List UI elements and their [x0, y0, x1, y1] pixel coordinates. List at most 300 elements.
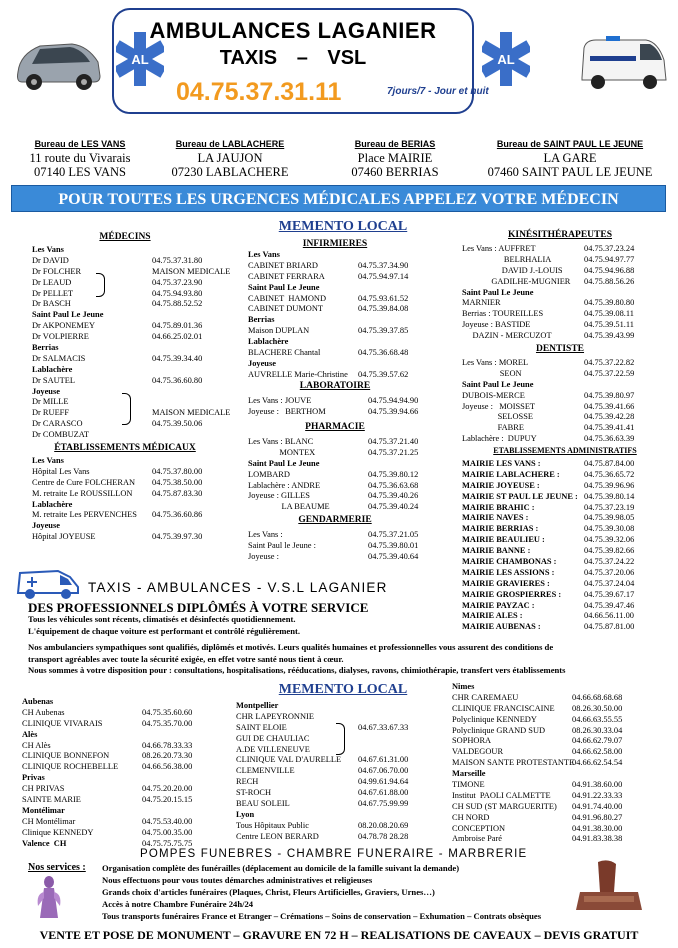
- entry-phone[interactable]: 04.75.39.57.62: [358, 369, 409, 379]
- service-item: Organisation complète des funérailles (déplacement au domicile de la famille suivant la demande): [102, 863, 460, 873]
- entry-phone[interactable]: 04.75.37.24.04: [584, 578, 635, 588]
- entry-name: Privas: [22, 773, 45, 783]
- entry-phone[interactable]: 04.75.89.01.36: [152, 321, 203, 331]
- list-item: [32, 299, 242, 310]
- entry-phone[interactable]: 04.75.38.50.00: [152, 477, 203, 487]
- laboratoire-title: LABORATOIRE: [299, 381, 371, 391]
- list-item: [248, 459, 438, 470]
- list-item: [248, 283, 438, 294]
- list-item: [32, 343, 242, 354]
- office-title: Bureau de LABLACHERE: [175, 139, 285, 149]
- etablissements-title: ÉTABLISSEMENTS MÉDICAUX: [54, 443, 196, 453]
- entry-name: Lablachère : DUPUY: [462, 434, 537, 444]
- entry-phone[interactable]: 04.75.87.81.00: [584, 622, 635, 632]
- entry-phone[interactable]: 04.75.37.31.80: [152, 255, 203, 265]
- entry-name: Valence CH: [22, 838, 67, 848]
- medecins-title: MÉDECINS: [99, 232, 151, 242]
- list-item: [248, 502, 438, 513]
- entry-name: Lyon: [236, 809, 255, 819]
- entry-name: Saint Paul Le Jeune: [462, 287, 534, 297]
- list-item: [236, 832, 446, 843]
- gendarmerie-list: [248, 530, 438, 563]
- entry-phone[interactable]: 04.75.37.21.25: [368, 447, 419, 457]
- entry-phone[interactable]: 04.75.36.60.80: [152, 375, 203, 385]
- entry-phone[interactable]: 04.75.39.67.17: [584, 589, 635, 599]
- list-item: [462, 402, 672, 413]
- entry-phone[interactable]: 04.75.87.84.00: [584, 459, 635, 468]
- list-item: [236, 821, 446, 832]
- entry-phone[interactable]: 04.75.39.80.01: [368, 540, 419, 550]
- list-item: [462, 277, 672, 288]
- office-line1: 11 route du Vivarais: [29, 151, 131, 165]
- list-item: [452, 715, 662, 726]
- list-item: [452, 780, 662, 791]
- list-item: [248, 481, 438, 492]
- para-line: transport agréables avec toute la sécurité exigée, en effet votre santé nous tient à cœur.: [28, 653, 344, 664]
- entry-phone[interactable]: 04.75.00.35.00: [142, 827, 193, 837]
- list-item: [462, 369, 672, 380]
- entry-name: MAIRIE JOYEUSE :: [462, 480, 540, 490]
- company-subtitle: TAXIS – VSL: [219, 47, 367, 69]
- list-item: [32, 408, 242, 419]
- entry-name: Alès: [22, 729, 38, 739]
- entry-name: Hôpital JOYEUSE: [32, 532, 96, 542]
- entry-name: Dr MILLE: [32, 397, 69, 407]
- entry-phone[interactable]: 04.75.39.80.97: [584, 390, 635, 400]
- list-item: [452, 802, 662, 813]
- list-item: [22, 697, 232, 708]
- kine-list: [462, 244, 672, 342]
- entry-name: M. retraite Les PERVENCHES: [32, 510, 137, 520]
- entry-phone[interactable]: 04.66.56.11.00: [584, 611, 634, 621]
- list-item: [462, 309, 672, 320]
- entry-name: MAIRIE BRAHIC :: [462, 502, 535, 512]
- list-item: [32, 310, 242, 321]
- main-phone[interactable]: 04.75.37.31.11: [176, 78, 342, 106]
- entry-name: Les Vans : BLANC: [248, 437, 314, 446]
- entry-phone[interactable]: MAISON MEDICALE: [152, 266, 231, 276]
- entry-name: LA BEAUME: [248, 502, 330, 512]
- entry-phone[interactable]: 08.20.08.20.69: [358, 820, 409, 830]
- entry-phone[interactable]: 08.26.20.73.30: [142, 751, 193, 761]
- entry-name: Lablachère: [32, 499, 73, 509]
- entry-name: MAIRIE BEAULIEU :: [462, 535, 545, 545]
- entry-phone[interactable]: 04.66.56.38.00: [142, 762, 193, 772]
- list-item: [462, 524, 672, 535]
- entry-name: DAZIN - MERCUZOT: [462, 331, 552, 341]
- entry-phone[interactable]: 04.75.37.23.19: [584, 502, 635, 512]
- entry-phone[interactable]: 04.75.39.98.05: [584, 513, 635, 523]
- entry-phone[interactable]: 04.75.39.30.08: [584, 524, 635, 534]
- entry-phone[interactable]: 04.75.37.20.06: [584, 567, 635, 577]
- list-item: [452, 834, 662, 845]
- entry-phone[interactable]: 04.66.62.58.00: [572, 747, 623, 757]
- entry-phone[interactable]: 04.75.39.84.08: [358, 304, 409, 314]
- list-item: [462, 601, 672, 612]
- entry-phone[interactable]: 04.75.39.50.06: [152, 419, 203, 429]
- list-item: [462, 546, 672, 557]
- professionals-title: DES PROFESSIONNELS DIPLÔMÉS À VOTRE SERVICE: [28, 600, 369, 615]
- entry-phone[interactable]: 04.66.78.33.33: [142, 740, 193, 750]
- entry-name: SEON: [462, 368, 522, 378]
- entry-name: Berrias: [32, 343, 59, 353]
- entry-name: Lablachère : ANDRE: [248, 480, 321, 490]
- entry-phone[interactable]: 04.75.39.41.66: [584, 401, 635, 411]
- entry-name: GADILHE-MUGNIER: [462, 276, 571, 286]
- list-item: [248, 407, 438, 418]
- entry-phone[interactable]: 04.75.94.94.90: [368, 396, 419, 405]
- entry-name: Hôpital Les Vans: [32, 466, 90, 476]
- list-item: [236, 788, 446, 799]
- list-item: [462, 579, 672, 590]
- entry-phone[interactable]: 04.75.93.61.52: [358, 293, 409, 303]
- list-item: [32, 456, 242, 467]
- entry-phone[interactable]: 04.75.87.83.30: [152, 488, 203, 498]
- entry-phone[interactable]: 04.75.39.51.11: [584, 320, 634, 330]
- entry-phone[interactable]: 04.75.39.96.96: [584, 480, 635, 490]
- entry-phone[interactable]: 04.66.68.68.68: [572, 692, 623, 702]
- list-item: [462, 423, 672, 434]
- list-item: [22, 817, 232, 828]
- entry-phone[interactable]: 04.75.36.68.48: [358, 348, 409, 358]
- para-line: Nous sommes à votre disposition pour : consultations, hospitalisations, rééducations, dialyses, ravons, chimiothérapie, transfert vers établissements: [28, 665, 566, 676]
- entry-name: A.DE VILLENEUVE: [236, 744, 310, 754]
- entry-phone[interactable]: 04.91.74.40.00: [572, 801, 623, 811]
- list-item: [32, 278, 242, 289]
- entry-phone[interactable]: 04.75.39.34.40: [152, 353, 203, 363]
- hospitals-col1: [22, 697, 232, 849]
- entry-phone[interactable]: 04.67.06.70.00: [358, 766, 409, 776]
- entry-name: SAINT ELOIE: [236, 722, 287, 732]
- entry-name: Saint Paul le Jeune :: [248, 540, 316, 550]
- entry-phone[interactable]: 04.75.37.21.40: [368, 437, 419, 446]
- entry-phone[interactable]: 04.75.94.97.14: [358, 271, 409, 281]
- entry-name: MAIRIE ALES :: [462, 611, 523, 621]
- entry-name: Aubenas: [22, 697, 54, 706]
- entry-name: Joyeuse : MOISSET: [462, 401, 536, 411]
- list-item: [236, 755, 446, 766]
- entry-name: Les Vans : MOREL: [462, 358, 529, 367]
- entry-name: Dr FOLCHER: [32, 266, 82, 276]
- list-item: [22, 751, 232, 762]
- entry-phone[interactable]: 04.67.61.88.00: [358, 788, 409, 798]
- entry-name: Polyclinique KENNEDY: [452, 714, 537, 724]
- entry-phone[interactable]: 04.75.39.40.24: [368, 502, 419, 512]
- list-item: [32, 521, 242, 532]
- entry-phone[interactable]: 04.75.20.15.15: [142, 795, 193, 805]
- entry-phone[interactable]: 04.75.53.40.00: [142, 816, 193, 826]
- entry-phone[interactable]: 04.75.94.96.88: [584, 265, 635, 275]
- entry-phone[interactable]: 04.75.37.23.90: [152, 277, 203, 287]
- entry-phone[interactable]: 08.26.30.33.04: [572, 725, 623, 735]
- list-item: [32, 387, 242, 398]
- service-item: Accès à notre Chambre Funéraire 24h/24: [102, 898, 254, 909]
- entry-name: RECH: [236, 777, 259, 787]
- entry-phone[interactable]: 04.75.37.80.00: [152, 466, 203, 476]
- entry-phone[interactable]: 04.75.36.63.68: [368, 480, 419, 490]
- entry-phone[interactable]: 04.75.39.41.41: [584, 423, 635, 433]
- entry-name: MAIRIE BERRIAS :: [462, 524, 539, 534]
- entry-name: Joyeuse: [32, 386, 60, 396]
- entry-name: Centre de Cure FOLCHERAN: [32, 477, 136, 487]
- office-lablachere: [160, 137, 300, 179]
- list-item: [22, 708, 232, 719]
- entry-name: CH Alès: [22, 740, 51, 750]
- para-line: Tous les véhicules sont récents, climatisés et désinfectés quotidiennement.: [28, 614, 296, 624]
- entry-phone[interactable]: 04.75.39.80.14: [584, 491, 635, 501]
- list-item: [248, 491, 438, 502]
- list-item: [32, 489, 242, 500]
- entry-phone[interactable]: 04.75.39.82.66: [584, 546, 635, 556]
- entry-phone[interactable]: 04.66.25.02.01: [152, 332, 203, 342]
- entry-phone[interactable]: 04.75.35.70.00: [142, 718, 193, 728]
- entry-name: CABINET FERRARA: [248, 271, 325, 281]
- entry-name: AUVRELLE Marie-Christine: [248, 369, 348, 379]
- entry-name: TIMONE: [452, 780, 485, 790]
- entry-phone[interactable]: 04.75.39.80.12: [368, 469, 419, 479]
- list-item: [32, 256, 242, 267]
- entry-name: BELRHALIA: [462, 254, 552, 264]
- entry-phone[interactable]: 04.75.94.93.80: [152, 288, 203, 298]
- office-saint-paul: [470, 137, 670, 179]
- list-item: [236, 810, 446, 821]
- list-item: [452, 758, 662, 769]
- service-item: Grands choix d'articles funéraires (Plaques, Christ, Fleurs Artificielles, Graviers, Urnes…): [102, 886, 435, 897]
- entry-phone[interactable]: 04.66.62.54.54: [572, 758, 623, 768]
- entry-phone[interactable]: 04.75.39.80.80: [584, 298, 635, 308]
- list-item: [248, 294, 438, 305]
- pompes-funebres-line: POMPES FUNEBRES - CHAMBRE FUNERAIRE - MARBRERIE: [140, 848, 528, 860]
- entry-name: ST-ROCH: [236, 788, 272, 798]
- entry-phone[interactable]: 04.67.75.99.99: [358, 799, 409, 809]
- entry-phone[interactable]: 04.75.36.63.39: [584, 434, 635, 444]
- infirmieres-title: INFIRMIERES: [302, 239, 368, 249]
- kine-title: KINÉSITHÉRAPEUTES: [507, 230, 612, 240]
- entry-phone[interactable]: 04.67.61.31.00: [358, 755, 409, 765]
- entry-name: Saint Paul Le Jeune: [32, 310, 104, 320]
- list-item: [452, 682, 662, 693]
- list-item: [462, 513, 672, 524]
- entry-phone[interactable]: 04.75.39.40.26: [368, 491, 419, 501]
- entry-phone[interactable]: 04.67.33.67.33: [358, 722, 409, 732]
- entry-phone[interactable]: 04.91.38.30.00: [572, 823, 623, 833]
- list-item: [236, 701, 446, 712]
- entry-phone[interactable]: 04.75.37.23.24: [584, 244, 635, 253]
- entry-name: GUI DE CHAULIAC: [236, 733, 310, 743]
- entry-phone[interactable]: 04.75.37.21.05: [368, 530, 419, 539]
- entry-phone[interactable]: 04.99.61.94.64: [358, 777, 409, 787]
- entry-phone[interactable]: 04.75.37.22.59: [584, 368, 635, 378]
- entry-phone[interactable]: 04.75.37.22.82: [584, 358, 635, 367]
- entry-name: Ambroise Paré: [452, 834, 503, 844]
- list-item: [462, 557, 672, 568]
- entry-name: Saint Paul Le Jeune: [248, 282, 320, 292]
- hospitals-col2: [236, 701, 446, 843]
- entry-name: Les Vans : AUFFRET: [462, 244, 536, 253]
- list-item: [236, 777, 446, 788]
- entry-phone[interactable]: 08.26.30.50.00: [572, 703, 623, 713]
- entry-phone[interactable]: 04.75.36.60.86: [152, 510, 203, 520]
- list-item: [22, 784, 232, 795]
- entry-phone[interactable]: 04.75.35.60.60: [142, 707, 193, 717]
- entry-phone[interactable]: 04.75.39.32.06: [584, 535, 635, 545]
- entry-name: CLEMENVILLE: [236, 766, 295, 776]
- list-item: [32, 532, 242, 543]
- entry-phone[interactable]: 04.75.39.42.28: [584, 412, 635, 422]
- entry-phone[interactable]: 04.75.39.40.64: [368, 551, 419, 561]
- entry-name: CH SUD (ST MARGUERITE): [452, 801, 557, 811]
- entry-name: Montélimar: [22, 805, 65, 815]
- entry-phone[interactable]: 04.75.37.34.90: [358, 260, 409, 270]
- entry-name: Dr LEAUD: [32, 277, 72, 287]
- entry-name: CLINIQUE FRANCISCAINE: [452, 703, 555, 713]
- entry-phone[interactable]: 04.66.63.55.55: [572, 714, 623, 724]
- list-item: [462, 380, 672, 391]
- entry-name: MAIRIE ST PAUL LE JEUNE :: [462, 491, 578, 501]
- dentiste-title: DENTISTE: [535, 344, 585, 354]
- list-item: [22, 719, 232, 730]
- office-line1: LA GARE: [543, 151, 597, 165]
- entry-name: CHR LAPEYRONNIE: [236, 711, 314, 721]
- entry-name: MAISON SANTE PROTESTANTE: [452, 758, 575, 768]
- list-item: [462, 459, 672, 470]
- list-item: [248, 315, 438, 326]
- list-item: [452, 693, 662, 704]
- list-item: [248, 326, 438, 337]
- office-line2: 07140 LES VANS: [34, 165, 126, 179]
- gendarmerie-title: GENDARMERIE: [298, 515, 372, 525]
- entry-name: CLINIQUE BONNEFON: [22, 751, 110, 761]
- entry-name: CABINET BRIARD: [248, 260, 318, 270]
- entry-name: Joyeuse :: [248, 551, 279, 561]
- list-item: [462, 320, 672, 331]
- entry-name: CH PRIVAS: [22, 784, 65, 794]
- entry-name: Joyeuse : GILLES: [248, 491, 310, 501]
- services-list: [102, 863, 672, 923]
- angel-statue-icon: [36, 874, 62, 922]
- entry-phone[interactable]: MAISON MEDICALE: [152, 408, 231, 418]
- service-item: Nous effectuons pour vous toutes démarches administratives et religieuses: [102, 874, 373, 885]
- entry-phone[interactable]: 04.75.88.56.26: [584, 276, 635, 286]
- list-item: [248, 304, 438, 315]
- entry-name: Joyeuse : BASTIDE: [462, 320, 531, 330]
- entry-phone[interactable]: 04.75.20.20.00: [142, 784, 193, 794]
- entry-phone[interactable]: 04.75.39.47.46: [584, 600, 635, 610]
- entry-name: Joyeuse : BERTHOM: [248, 406, 326, 416]
- entry-phone[interactable]: 04.91.22.33.33: [572, 790, 623, 800]
- entry-phone[interactable]: 04.75.37.24.22: [584, 557, 635, 567]
- office-title: Bureau de LES VANS: [34, 139, 126, 149]
- list-item: [462, 535, 672, 546]
- entry-phone[interactable]: 04.91.96.80.27: [572, 812, 623, 822]
- services-label: Nos services :: [28, 862, 86, 873]
- entry-name: Les Vans: [248, 250, 280, 259]
- entry-phone[interactable]: 04.75.39.37.85: [358, 326, 409, 336]
- entry-name: CLINIQUE VIVARAIS: [22, 718, 103, 728]
- memento-local-title: MEMENTO LOCAL: [278, 219, 408, 234]
- entry-name: MAIRIE LES VANS :: [462, 459, 541, 468]
- entry-phone[interactable]: 04.91.83.38.38: [572, 834, 623, 844]
- list-item: [452, 747, 662, 758]
- entry-phone[interactable]: 04.75.39.43.99: [584, 331, 635, 341]
- urgence-banner: POUR TOUTES LES URGENCES MÉDICALES APPELEZ VOTRE MÉDECIN: [11, 185, 666, 212]
- list-item: [248, 261, 438, 272]
- infirmieres-list: [248, 250, 438, 381]
- entry-phone[interactable]: 04.75.94.97.77: [584, 254, 635, 264]
- service-item: Tous transports funéraires France et Etranger – Crémations – Soins de conservation – Exhumation – Contrats obsèques: [102, 910, 542, 921]
- entry-name: MAIRIE AUBENAS :: [462, 622, 541, 632]
- admin-title: ETABLISSEMENTS ADMINISTRATIFS: [493, 446, 637, 455]
- list-item: [452, 736, 662, 747]
- list-item: [452, 769, 662, 780]
- entry-name: CH NORD: [452, 812, 490, 822]
- entry-name: Les Vans :: [248, 530, 283, 539]
- list-item: [32, 289, 242, 300]
- list-item: [462, 391, 672, 402]
- entry-name: CABINET HAMOND: [248, 293, 327, 303]
- entry-phone[interactable]: 04.75.88.52.52: [152, 299, 203, 309]
- entry-phone[interactable]: 04.75.39.94.66: [368, 406, 419, 416]
- list-item: [248, 552, 438, 563]
- list-item: [452, 791, 662, 802]
- list-item: [32, 397, 242, 408]
- entry-name: Lablachère: [248, 337, 289, 347]
- entry-phone[interactable]: 04.91.38.60.00: [572, 780, 623, 790]
- list-item: [248, 337, 438, 348]
- entry-name: MAIRIE GROSPIERRES :: [462, 589, 562, 599]
- entry-phone[interactable]: 04.78.78 28.28: [358, 831, 409, 841]
- entry-phone[interactable]: 04.75.39.08.11: [584, 309, 634, 319]
- entry-phone[interactable]: 04.75.36.65.72: [584, 469, 635, 479]
- list-item: [462, 244, 672, 255]
- entry-name: CONCEPTION: [452, 823, 506, 833]
- entry-name: Nimes: [452, 682, 475, 691]
- list-item: [236, 712, 446, 723]
- entry-name: FABRE: [462, 423, 524, 433]
- entry-name: SOPHORA: [452, 736, 492, 746]
- list-item: [236, 799, 446, 810]
- entry-name: Centre LEON BERARD: [236, 831, 319, 841]
- entry-phone[interactable]: 04.75.75.75.75: [142, 838, 193, 848]
- entry-name: CLINIQUE ROCHEBELLE: [22, 762, 119, 772]
- list-item: [32, 245, 242, 256]
- company-title: AMBULANCES LAGANIER: [149, 18, 437, 43]
- list-item: [462, 492, 672, 503]
- entry-name: Saint Paul Le Jeune: [248, 458, 320, 468]
- list-item: [452, 726, 662, 737]
- list-item: [32, 365, 242, 376]
- entry-phone[interactable]: 04.66.62.79.07: [572, 736, 623, 746]
- ambulance-sketch-icon: [14, 563, 84, 603]
- list-item: [32, 500, 242, 511]
- list-item: [32, 430, 242, 441]
- entry-name: CABINET DUMONT: [248, 304, 323, 314]
- para-line: L'équipement de chaque voiture est performant et contrôlé régulièrement.: [28, 625, 300, 636]
- list-item: [462, 434, 672, 445]
- entry-name: Dr BASCH: [32, 299, 71, 309]
- list-item: [462, 590, 672, 601]
- list-item: [462, 481, 672, 492]
- entry-name: CLINIQUE VAL D'AURELLE: [236, 755, 342, 765]
- entry-phone[interactable]: 04.75.39.97.30: [152, 532, 203, 542]
- office-line2: 07230 LABLACHERE: [171, 165, 289, 179]
- opening-hours: 7jours/7 - Jour et nuit: [387, 86, 489, 97]
- list-item: [462, 568, 672, 579]
- ambulance-van-image: [576, 30, 671, 96]
- entry-name: MAIRIE PAYZAC :: [462, 600, 535, 610]
- pharmacie-list: [248, 437, 438, 513]
- office-les-vans: [10, 137, 150, 179]
